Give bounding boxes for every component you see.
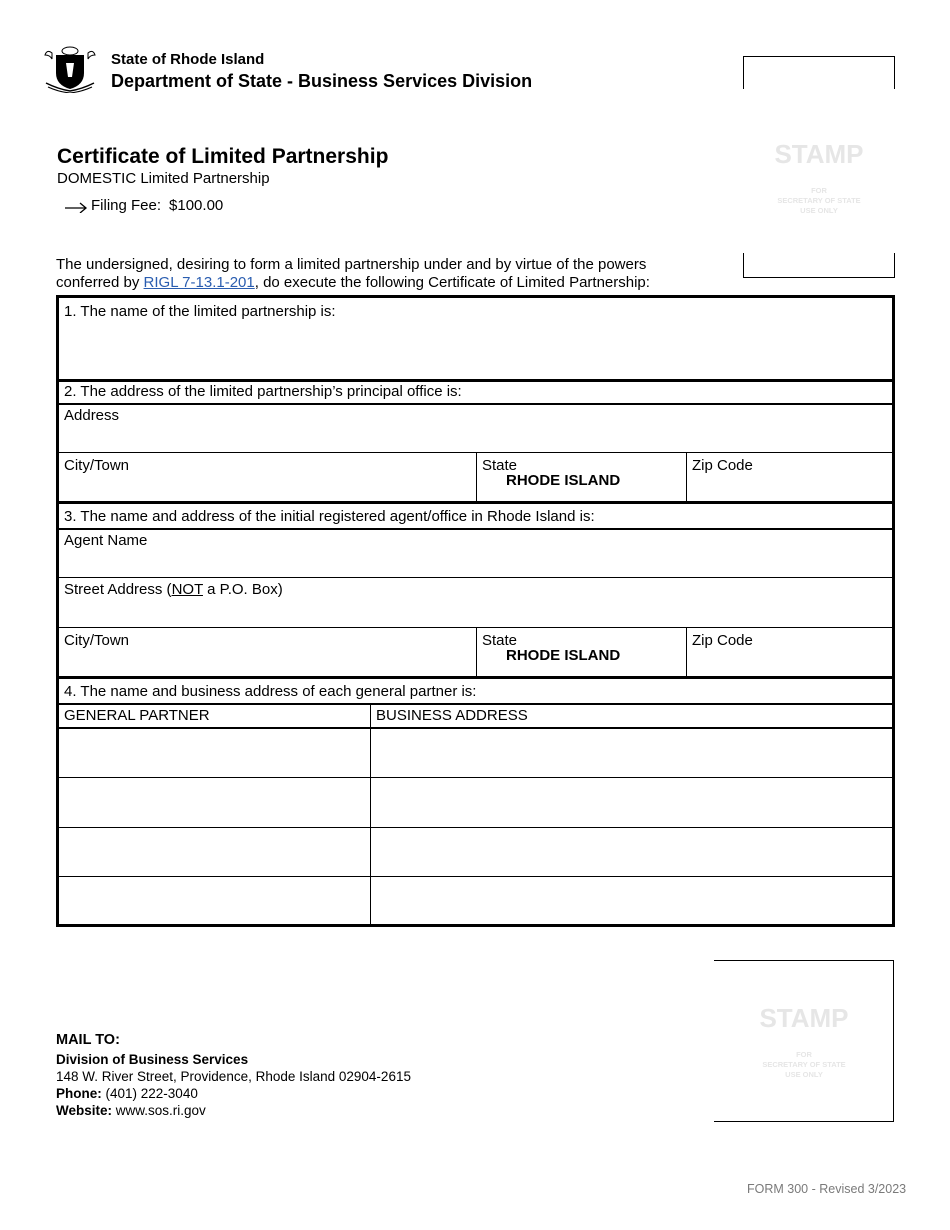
principal-zip-field[interactable]: Zip Code bbox=[692, 457, 753, 474]
header-department: Department of State - Business Services Division bbox=[111, 71, 533, 91]
stamp-note-bottom: FOR SECRETARY OF STATE USE ONLY bbox=[762, 1050, 846, 1079]
principal-city-field[interactable]: City/Town bbox=[64, 457, 130, 474]
mail-website: Website: www.sos.ri.gov bbox=[56, 1103, 206, 1118]
mail-to-block bbox=[56, 1032, 411, 1119]
mail-to-title: MAIL TO: bbox=[56, 1032, 120, 1048]
principal-state-value: RHODE ISLAND bbox=[506, 472, 621, 489]
partnership-name-field[interactable]: 1. The name of the limited partnership is: bbox=[64, 303, 336, 320]
general-partner-address-field[interactable] bbox=[371, 877, 892, 924]
mail-street: 148 W. River Street, Providence, Rhode Island 02904-2615 bbox=[56, 1069, 411, 1084]
business-address-column-header: BUSINESS ADDRESS bbox=[376, 707, 528, 724]
general-partner-address-field[interactable] bbox=[371, 828, 892, 877]
stamp-note: FOR SECRETARY OF STATE USE ONLY bbox=[777, 186, 861, 215]
page-subtitle: DOMESTIC Limited Partnership bbox=[57, 170, 270, 187]
general-partner-name-field[interactable] bbox=[59, 877, 370, 924]
filing-fee-label: Filing Fee: bbox=[91, 197, 162, 214]
page-title: Certificate of Limited Partnership bbox=[57, 145, 389, 168]
arrow-right-icon bbox=[64, 199, 88, 213]
agent-state-value: RHODE ISLAND bbox=[506, 647, 621, 664]
rigl-statute-link[interactable]: RIGL 7-13.1-201 bbox=[143, 274, 255, 291]
agent-name-field[interactable]: Agent Name bbox=[64, 532, 148, 549]
principal-state-field: State RHODE ISLAND bbox=[477, 454, 685, 500]
filing-fee-amount: $100.00 bbox=[169, 197, 224, 214]
form-revision-footer: FORM 300 - Revised 3/2023 bbox=[747, 1182, 907, 1196]
stamp-box-bottom-edge bbox=[743, 253, 895, 278]
general-partner-address-field[interactable] bbox=[371, 778, 892, 827]
filing-fee bbox=[64, 197, 223, 214]
agent-street-field[interactable]: Street Address (NOT a P.O. Box) bbox=[64, 581, 283, 598]
general-partner-name-field[interactable] bbox=[59, 828, 370, 877]
agent-city-field[interactable]: City/Town bbox=[64, 632, 130, 649]
state-seal-logo bbox=[44, 43, 96, 93]
agent-state-field: State RHODE ISLAND bbox=[477, 629, 685, 675]
intro-paragraph: The undersigned, desiring to form a limited partnership under and by virtue of the powers conferred by RIGL 7-13.1-201, do execute the following Certificate of Limited Partnership: bbox=[56, 256, 650, 291]
stamp-label-bottom: STAMP bbox=[759, 1003, 849, 1033]
general-partner-name-field[interactable] bbox=[59, 778, 370, 827]
section-4-heading: 4. The name and business address of each general partner is: bbox=[64, 683, 477, 700]
stamp-box-top-edge bbox=[743, 56, 895, 89]
agent-zip-field[interactable]: Zip Code bbox=[692, 632, 753, 649]
stamp-label: STAMP bbox=[774, 139, 864, 169]
form-table bbox=[56, 295, 895, 927]
stamp-box-bottom bbox=[714, 960, 894, 1122]
section-3-heading: 3. The name and address of the initial registered agent/office in Rhode Island is: bbox=[64, 508, 595, 525]
general-partner-column-header: GENERAL PARTNER bbox=[64, 707, 210, 724]
general-partner-name-field[interactable] bbox=[59, 729, 370, 777]
general-partner-address-field[interactable] bbox=[371, 729, 892, 777]
mail-org: Division of Business Services bbox=[56, 1052, 249, 1067]
section-2-heading: 2. The address of the limited partnership’s principal office is: bbox=[64, 383, 462, 400]
mail-phone: Phone: (401) 222-3040 bbox=[56, 1086, 198, 1101]
header-state: State of Rhode Island bbox=[111, 51, 265, 68]
principal-address-field[interactable]: Address bbox=[64, 407, 120, 424]
